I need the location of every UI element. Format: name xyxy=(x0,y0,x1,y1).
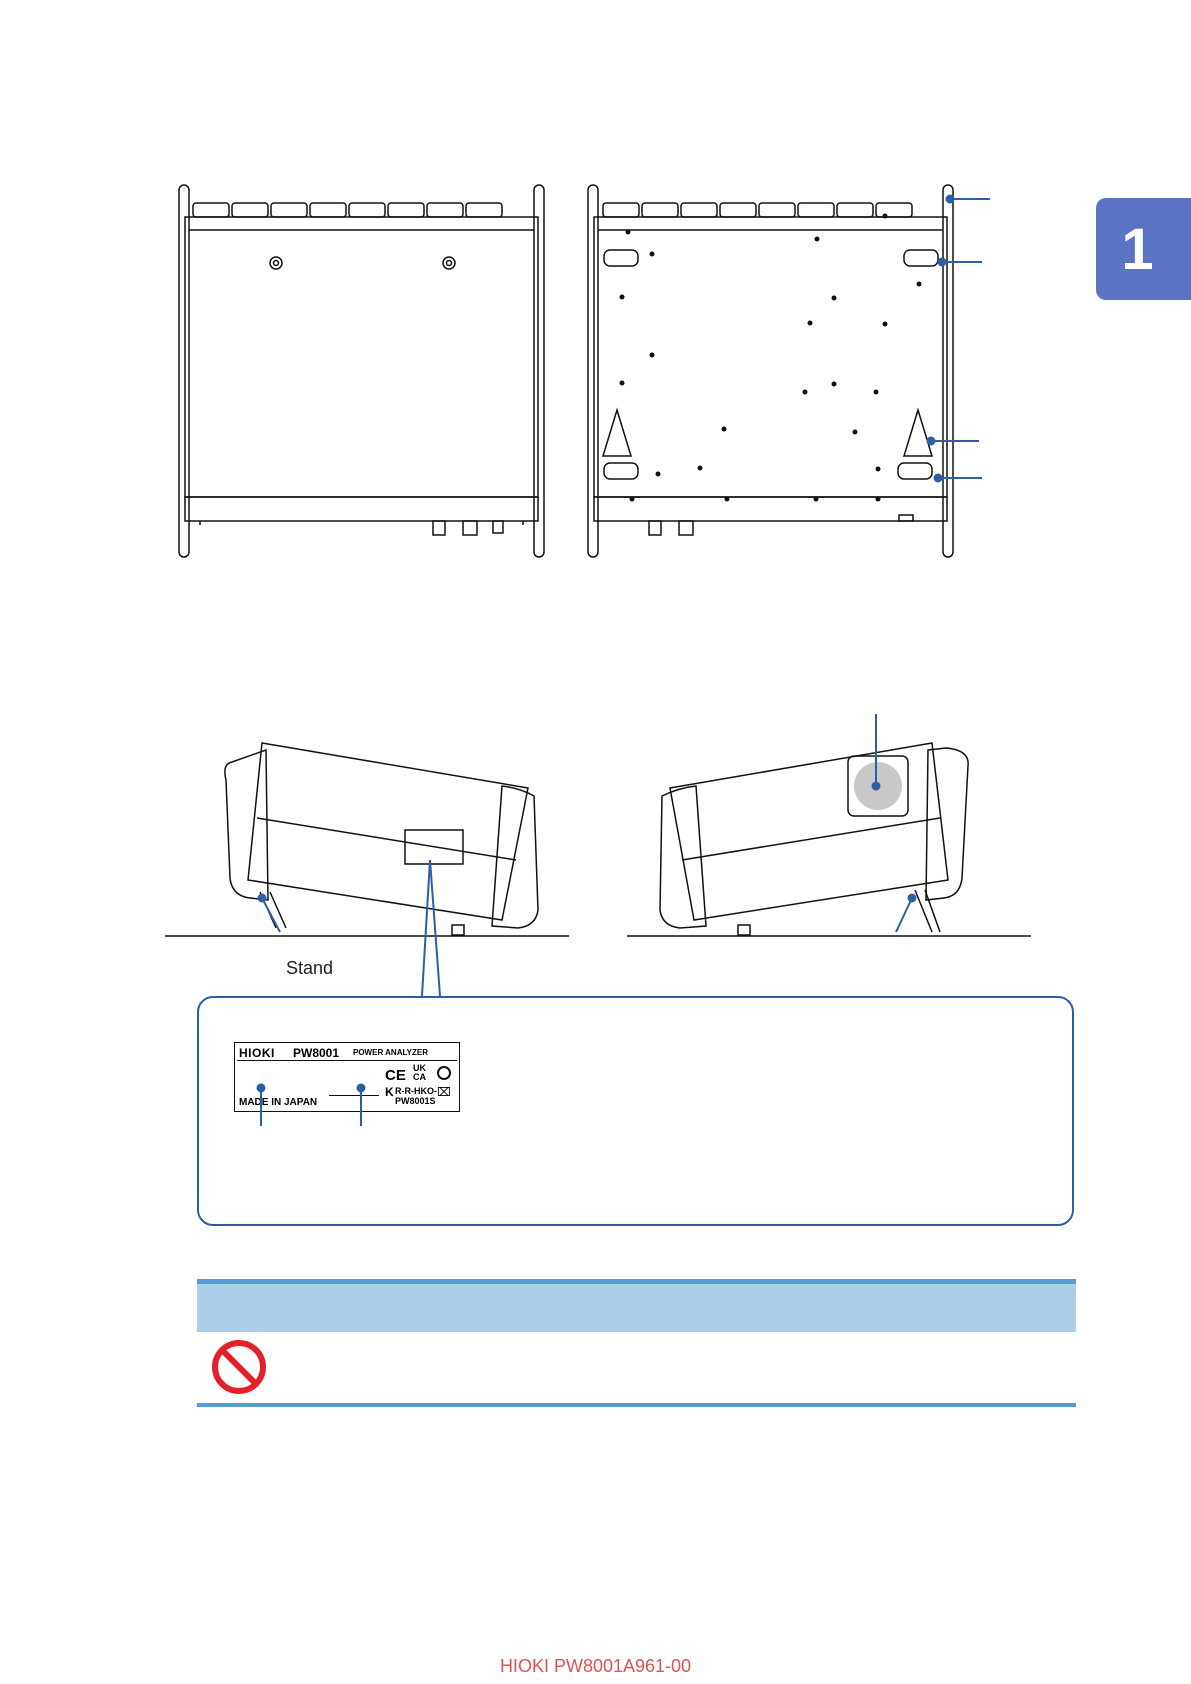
caution-bottom-rule xyxy=(197,1403,1076,1407)
caution-header-bar xyxy=(197,1279,1076,1332)
nameplate-model: PW8001 xyxy=(293,1046,340,1060)
top-view-drawing xyxy=(179,185,544,557)
ce-mark: CE xyxy=(385,1067,406,1084)
top-bottom-views xyxy=(0,0,1191,600)
right-side-drawing xyxy=(660,743,968,935)
ukca-mark-top: UK xyxy=(413,1063,426,1073)
kc-code-line2: PW8001S xyxy=(395,1096,436,1106)
nameplate-product: POWER ANALYZER xyxy=(353,1048,428,1057)
left-side-drawing xyxy=(225,743,538,935)
bottom-view-drawing xyxy=(588,185,953,557)
nameplate-origin: MADE IN JAPAN xyxy=(239,1097,318,1108)
stand-label: Stand xyxy=(286,958,334,978)
nameplate-leaders xyxy=(0,1040,600,1140)
footer-doc-code: HIOKI PW8001A961-00 xyxy=(499,1656,692,1676)
kc-mark-icon: K xyxy=(385,1085,394,1099)
weee-bin-icon: ⌧ xyxy=(437,1085,451,1099)
chapter-number: 1 xyxy=(1121,216,1154,282)
prohibition-icon xyxy=(210,1338,268,1396)
side-views xyxy=(0,700,1191,1000)
kc-code-line1: R-R-HKO- xyxy=(395,1086,437,1096)
ukca-mark-bottom: CA xyxy=(413,1072,426,1082)
nameplate-brand: HIOKI xyxy=(239,1046,275,1060)
